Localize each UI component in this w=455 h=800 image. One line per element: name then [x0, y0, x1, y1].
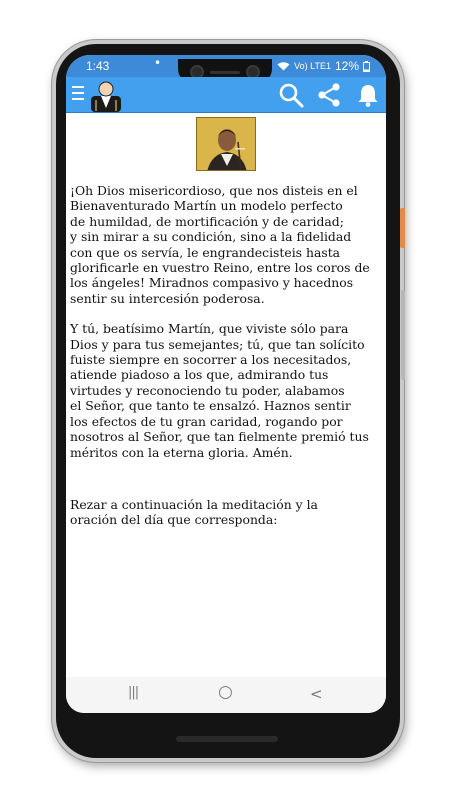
spacer: [70, 475, 386, 497]
saint-logo-icon: [90, 78, 122, 112]
wifi-icon: [277, 61, 290, 71]
menu-icon[interactable]: [72, 86, 84, 102]
battery-percent: 12%: [334, 59, 359, 73]
status-bar: [66, 55, 386, 77]
text-line: atiende piadoso a los que, admirando tus: [70, 367, 329, 383]
battery-icon: [363, 61, 370, 72]
bell-icon[interactable]: [355, 82, 381, 108]
system-nav-bar: [66, 677, 386, 713]
notification-dot: •: [154, 56, 162, 70]
text-line: virtudes y reconociendo tu poder, alabamos: [70, 382, 345, 398]
text-line: glorificarle en vuestro Reino, entre los coros de: [70, 260, 370, 276]
text-line: Dios y para tus semejantes; tú, que tan solícito: [70, 336, 365, 352]
saint-portrait-icon: [197, 118, 256, 171]
text-line: y sin mirar a su condición, sino a la fidelidad: [70, 229, 352, 245]
bottom-speaker-grille: [176, 736, 278, 742]
volume-button: [401, 290, 405, 380]
search-icon[interactable]: [278, 82, 304, 108]
network-label: Vo) LTE1: [294, 61, 331, 71]
text-line: méritos con la eterna gloria. Amén.: [70, 444, 293, 460]
text-line: con que os servía, le engrandecisteis hasta: [70, 244, 341, 260]
speaker-grille: [210, 71, 240, 74]
text-line: fuiste siempre en socorrer a los necesitados,: [70, 352, 352, 368]
text-line: Y tú, beatísimo Martín, que viviste sólo para: [70, 321, 349, 337]
status-time: 1:43: [86, 59, 110, 73]
back-button[interactable]: <: [310, 685, 323, 703]
prayer-instruction: [70, 497, 386, 528]
prayer-text: [70, 183, 386, 543]
share-icon[interactable]: [316, 82, 342, 108]
text-line: los efectos de tu gran caridad, rogando por: [70, 413, 343, 429]
app-toolbar: [66, 77, 386, 113]
text-line: Bienaventurado Martín un modelo perfecto: [70, 198, 343, 214]
text-line: oración del día que corresponda:: [70, 512, 278, 528]
text-line: Rezar a continuación la meditación y la: [70, 496, 318, 512]
power-button: [400, 208, 405, 248]
status-indicators: [277, 59, 370, 73]
prayer-paragraph-2: [70, 321, 386, 460]
screen: [66, 55, 386, 713]
text-line: de humildad, de mortificación y de caridad;: [70, 213, 344, 229]
text-line: el Señor, que tanto te ensalzó. Haznos sentir: [70, 398, 351, 414]
text-line: ¡Oh Dios misericordioso, que nos disteis en el: [70, 183, 358, 198]
text-line: nosotros al Señor, que tan fielmente premió tus: [70, 429, 369, 445]
recents-button[interactable]: |||: [128, 685, 139, 700]
text-line: sentir su intercesión poderosa.: [70, 290, 265, 306]
prayer-paragraph-1: [70, 183, 386, 306]
text-line: los ángeles! Miradnos compasivo y hacednos: [70, 275, 354, 291]
saint-portrait-image: [196, 117, 256, 171]
home-button[interactable]: ○: [218, 682, 233, 702]
